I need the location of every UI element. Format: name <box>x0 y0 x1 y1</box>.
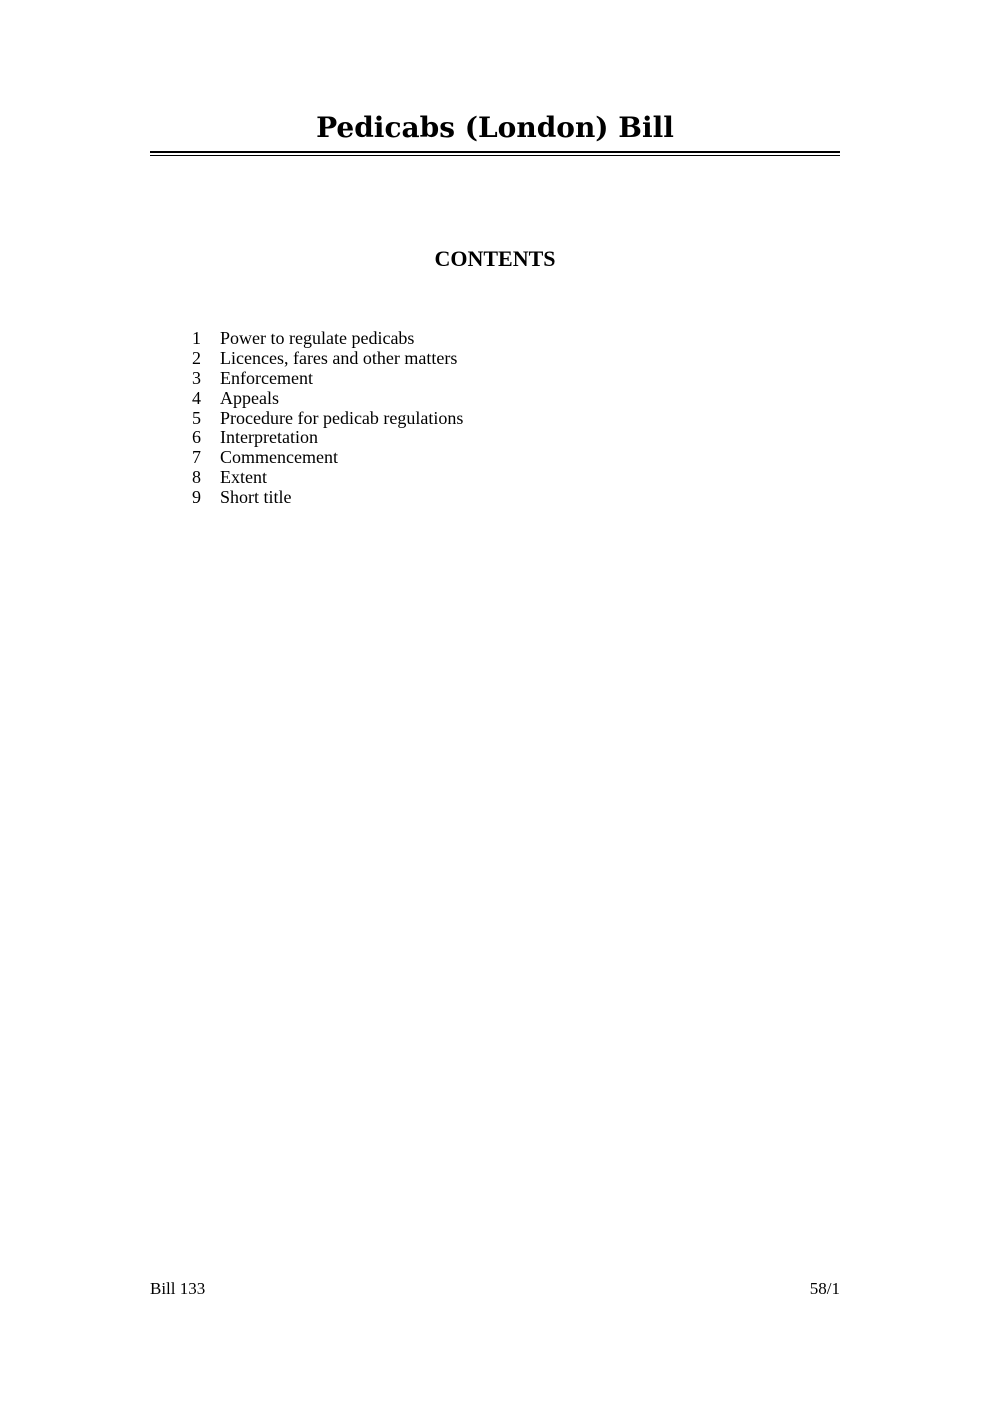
toc-item-label: Short title <box>220 487 292 508</box>
toc-item <box>180 328 463 348</box>
footer-page-ref: 58/1 <box>809 1279 840 1298</box>
page-title: Pedicabs (London) Bill <box>316 111 674 144</box>
footer-bill-number: Bill 133 <box>150 1279 206 1298</box>
toc-item <box>180 348 463 368</box>
toc-item-label: Extent <box>220 467 267 488</box>
contents-heading: CONTENTS <box>434 246 556 271</box>
toc-item-label: Procedure for pedicab regulations <box>220 407 464 428</box>
title-rule-thick <box>150 151 840 153</box>
toc-item-number: 3 <box>192 367 201 388</box>
toc-item <box>180 427 463 447</box>
toc-item-label: Enforcement <box>220 367 313 388</box>
toc-item <box>180 368 463 388</box>
toc-item-label: Commencement <box>220 447 338 468</box>
toc-item-number: 1 <box>192 328 201 348</box>
toc-item-number: 9 <box>192 487 201 508</box>
toc-item-label: Interpretation <box>220 427 318 448</box>
toc-item-label: Power to regulate pedicabs <box>220 328 415 348</box>
toc-item-label: Licences, fares and other matters <box>220 347 458 368</box>
toc-item <box>180 467 463 487</box>
toc-item-number: 6 <box>192 427 201 448</box>
toc-item <box>180 487 463 507</box>
toc-item-label: Appeals <box>220 387 279 408</box>
toc-item-number: 7 <box>192 447 201 468</box>
toc-item-number: 4 <box>192 387 201 408</box>
title-rule-thin <box>150 155 840 156</box>
table-of-contents <box>180 328 463 507</box>
toc-item-number: 5 <box>192 407 201 428</box>
toc-item <box>180 408 463 428</box>
toc-item-number: 2 <box>192 347 201 368</box>
toc-item <box>180 388 463 408</box>
toc-item-number: 8 <box>192 467 201 488</box>
toc-item <box>180 447 463 467</box>
